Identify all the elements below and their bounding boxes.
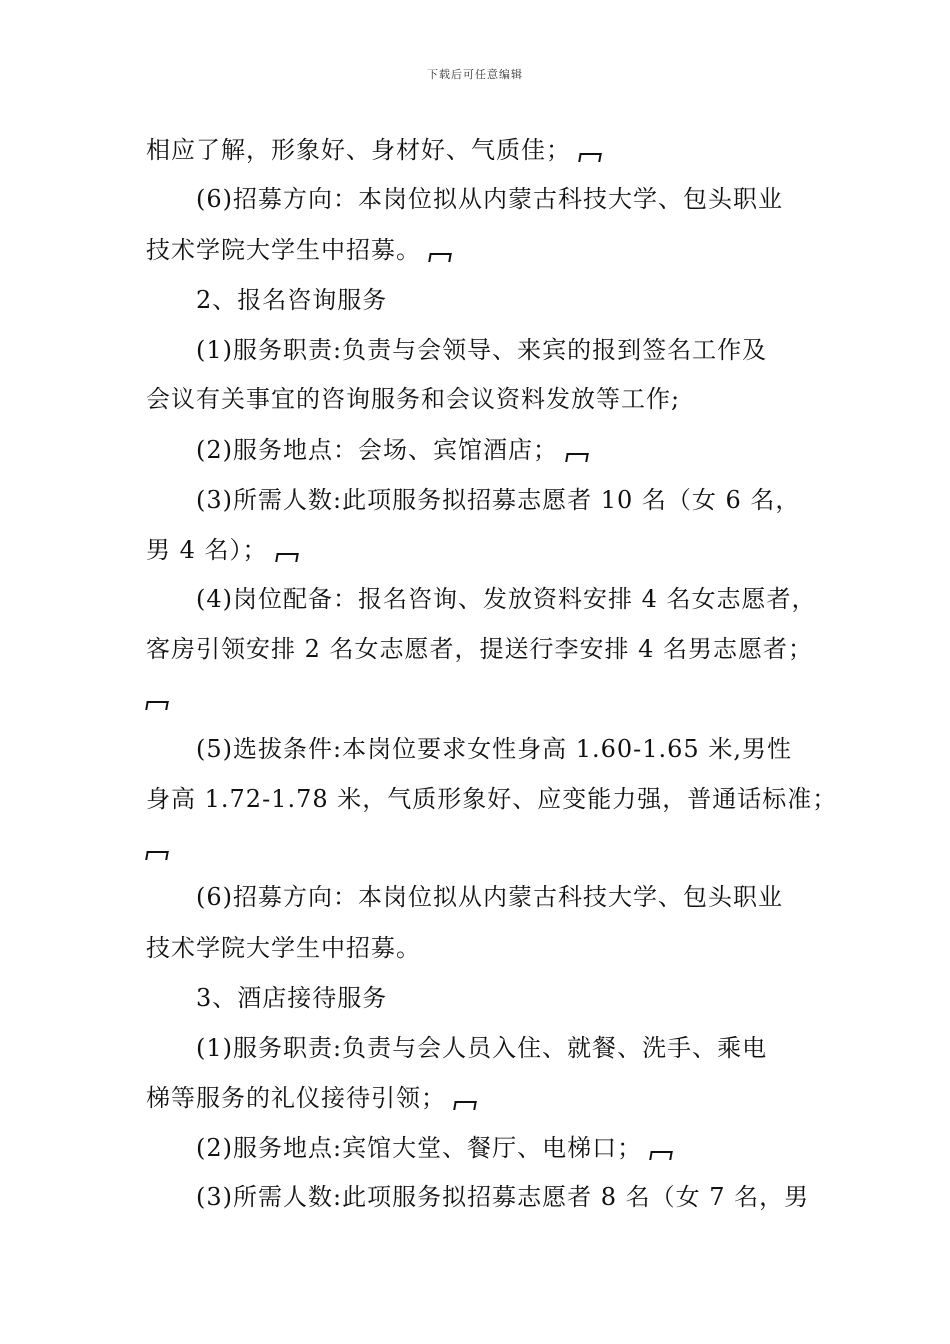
text-line: (1)服务职责:负责与会领导、来宾的报到签名工作及 bbox=[196, 336, 768, 364]
paragraph-mark-icon bbox=[145, 851, 169, 860]
paragraph-mark-icon bbox=[145, 701, 169, 710]
paragraph-mark-icon bbox=[428, 253, 452, 262]
section-heading: 3、酒店接待服务 bbox=[196, 984, 388, 1012]
paragraph-mark-icon bbox=[565, 453, 589, 462]
text-line: (1)服务职责:负责与会人员入住、就餐、洗手、乘电 bbox=[196, 1034, 768, 1062]
text-line: 梯等服务的礼仪接待引领； bbox=[146, 1082, 476, 1114]
text-line: (2)服务地点：会场、宾馆酒店； bbox=[196, 434, 588, 466]
text-line: (6)招募方向：本岗位拟从内蒙古科技大学、包头职业 bbox=[196, 185, 783, 213]
text-line: (4)岗位配备：报名咨询、发放资料安排 4 名女志愿者， bbox=[196, 585, 817, 613]
paragraph-mark-icon bbox=[453, 1101, 477, 1110]
text-line: 身高 1.72-1.78 米，气质形象好、应变能力强，普通话标准； bbox=[146, 785, 838, 813]
paragraph-mark-icon bbox=[578, 153, 602, 162]
text-line: 技术学院大学生中招募。 bbox=[146, 934, 421, 962]
paragraph-mark-icon bbox=[649, 1151, 673, 1160]
text-line: (3)所需人数:此项服务拟招募志愿者 10 名（女 6 名， bbox=[196, 486, 801, 514]
text-line: 客房引领安排 2 名女志愿者，提送行李安排 4 名男志愿者； bbox=[146, 635, 814, 663]
text-line: (5)选拔条件:本岗位要求女性身高 1.60-1.65 米,男性 bbox=[196, 735, 792, 763]
text-line: (2)服务地点:宾馆大堂、餐厅、电梯口； bbox=[196, 1132, 672, 1164]
text-line: 技术学院大学生中招募。 bbox=[146, 234, 451, 266]
text-line: 男 4 名）； bbox=[146, 534, 298, 566]
paragraph-mark-icon bbox=[275, 553, 299, 562]
text-line: (3)所需人数:此项服务拟招募志愿者 8 名（女 7 名，男 bbox=[196, 1183, 810, 1211]
text-line: 会议有关事宜的咨询服务和会议资料发放等工作; bbox=[146, 385, 681, 413]
text-line: 相应了解，形象好、身材好、气质佳； bbox=[146, 134, 601, 166]
section-heading: 2、报名咨询服务 bbox=[196, 286, 388, 314]
text-line: (6)招募方向：本岗位拟从内蒙古科技大学、包头职业 bbox=[196, 883, 783, 911]
page-header: 下载后可任意编辑 bbox=[427, 68, 523, 81]
